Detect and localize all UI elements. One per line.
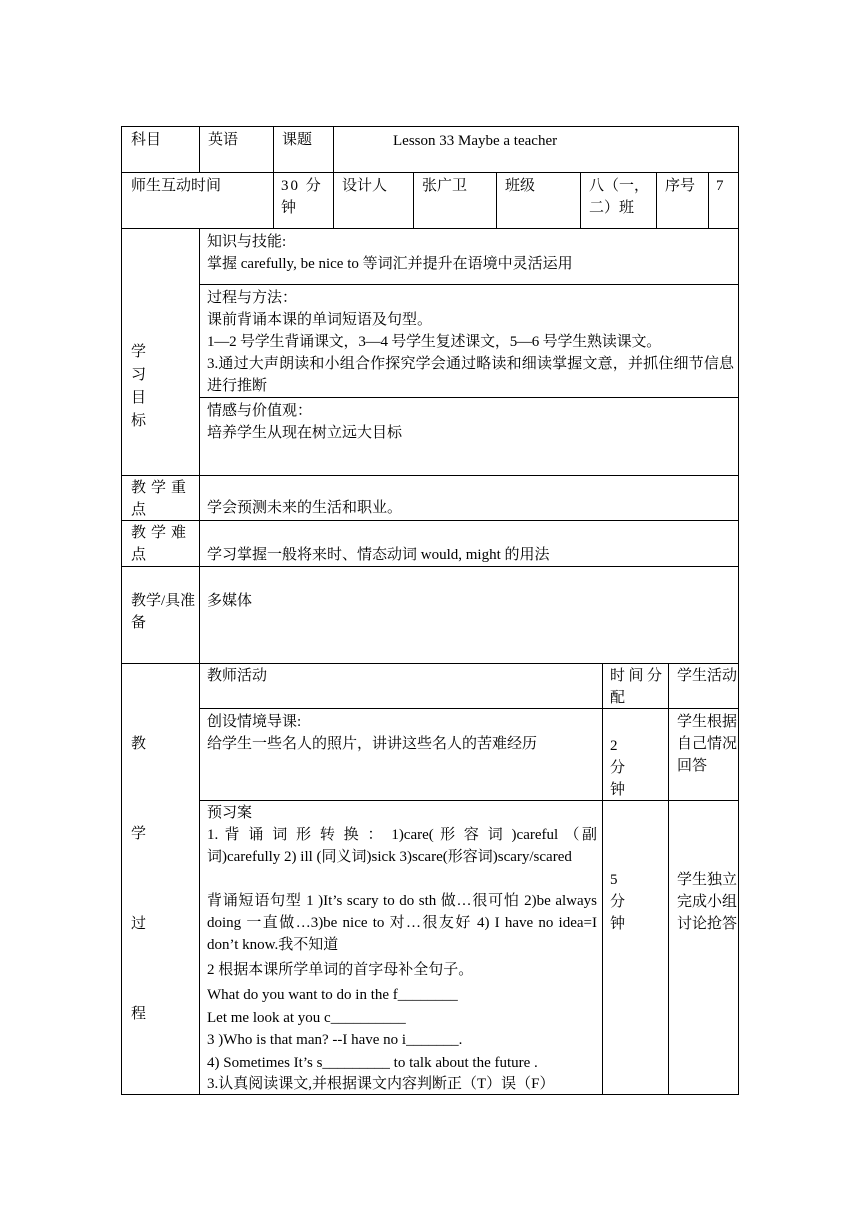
topic-label: 课题 — [282, 132, 313, 148]
designer-label: 设计人 — [342, 178, 388, 194]
fill-blank-q1: What do you want to do in the f________ — [207, 987, 458, 1003]
preview-item1b: 背诵短语句型 1 )It’s scary to do sth 做…很可怕 2)be always doing 一直做…3)be nice to 对…很友好 4) I have no idea=I don’t know.我不知道 — [207, 893, 597, 953]
warmup-text: 给学生一些名人的照片，讲讲这些名人的苦难经历 — [207, 736, 538, 752]
process-label-char: 过 — [131, 916, 147, 932]
fill-blank-q2: Let me look at you c__________ — [207, 1010, 406, 1026]
objectives-label: 学习目标 — [131, 344, 147, 429]
preview-student: 学生独立完成小组讨论抢答 — [677, 872, 738, 932]
table-border-right — [738, 126, 739, 1095]
table-border-top — [121, 126, 739, 127]
subject-label: 科目 — [131, 132, 162, 148]
difficulty-text: 学习掌握一般将来时、情态动词 would, might 的用法 — [207, 547, 550, 563]
student-activity-header: 学生活动 — [677, 668, 738, 684]
difficulty-label: 教学难点 — [131, 525, 192, 563]
row-divider — [121, 475, 739, 476]
preview-item1: 1. 背 诵 词 形 转 换 ： 1)care( 形 容 词 )careful （副词)carefully 2) ill (同义词)sick 3)scare(形容词)scary/scared — [207, 827, 597, 865]
warmup-title: 创设情境导课: — [207, 714, 302, 730]
preview-item3: 3.认真阅读课文,并根据课文内容判断正（T）误（F） — [207, 1076, 555, 1092]
emotion-title: 情感与价值观： — [207, 403, 313, 419]
row-divider — [121, 172, 739, 173]
preview-title: 预习案 — [207, 805, 253, 821]
process-label-char: 教 — [131, 736, 147, 752]
key-point-text: 学会预测未来的生活和职业。 — [207, 500, 403, 516]
warmup-time: 2 分钟 — [610, 738, 626, 798]
number-label: 序号 — [665, 178, 696, 194]
col-divider — [656, 172, 657, 228]
col-divider — [602, 663, 603, 1095]
class-value: 八（一，二）班 — [589, 178, 650, 216]
time-allocation-header: 时间分配 — [610, 668, 662, 706]
row-divider — [121, 228, 739, 229]
col-divider — [496, 172, 497, 228]
process-label-char: 学 — [131, 826, 147, 842]
interaction-time-value: 30 分钟 — [281, 178, 323, 216]
fill-blank-q4: 4) Sometimes It’s s_________ to talk about the future . — [207, 1055, 538, 1071]
col-divider — [708, 172, 709, 228]
preview-time: 5 分钟 — [610, 872, 626, 932]
col-divider — [413, 172, 414, 228]
row-divider — [199, 397, 739, 398]
equipment-text: 多媒体 — [207, 593, 253, 609]
row-divider — [199, 284, 739, 285]
equipment-label: 教学/具准备 — [131, 593, 196, 631]
col-divider — [273, 126, 274, 228]
row-divider — [121, 663, 739, 664]
key-point-label: 教学重点 — [131, 480, 192, 518]
row-divider — [199, 800, 739, 801]
knowledge-title: 知识与技能: — [207, 234, 287, 250]
warmup-student: 学生根据自己情况回答 — [677, 714, 738, 774]
designer-value: 张广卫 — [422, 178, 468, 194]
topic-value: Lesson 33 Maybe a teacher — [393, 133, 558, 149]
interaction-time-label: 师生互动时间 — [131, 178, 222, 194]
col-divider — [668, 663, 669, 1095]
class-label: 班级 — [505, 178, 536, 194]
number-value: 7 — [716, 178, 724, 194]
process-line3: 3.通过大声朗读和小组合作探究学会通过略读和细读掌握文意，并抓住细节信息进行推断 — [207, 356, 734, 394]
col-divider — [199, 228, 200, 1095]
subject-value: 英语 — [208, 132, 239, 148]
table-border-left — [121, 126, 122, 1095]
process-label-char: 程 — [131, 1006, 147, 1022]
col-divider — [199, 126, 200, 172]
teacher-activity-header: 教师活动 — [207, 668, 268, 684]
row-divider — [121, 566, 739, 567]
preview-item2-title: 2 根据本课所学单词的首字母补全句子。 — [207, 962, 474, 978]
process-title: 过程与方法： — [207, 290, 298, 306]
row-divider — [121, 520, 739, 521]
knowledge-text: 掌握 carefully, be nice to 等词汇并提升在语境中灵活运用 — [207, 256, 573, 272]
emotion-text: 培养学生从现在树立远大目标 — [207, 425, 403, 441]
process-line1: 课前背诵本课的单词短语及句型。 — [207, 312, 433, 328]
col-divider — [333, 126, 334, 228]
col-divider — [580, 172, 581, 228]
fill-blank-q3: 3 )Who is that man? --I have no i_______. — [207, 1032, 463, 1048]
process-line2: 1—2 号学生背诵课文，3—4 号学生复述课文，5—6 号学生熟读课文。 — [207, 334, 662, 350]
